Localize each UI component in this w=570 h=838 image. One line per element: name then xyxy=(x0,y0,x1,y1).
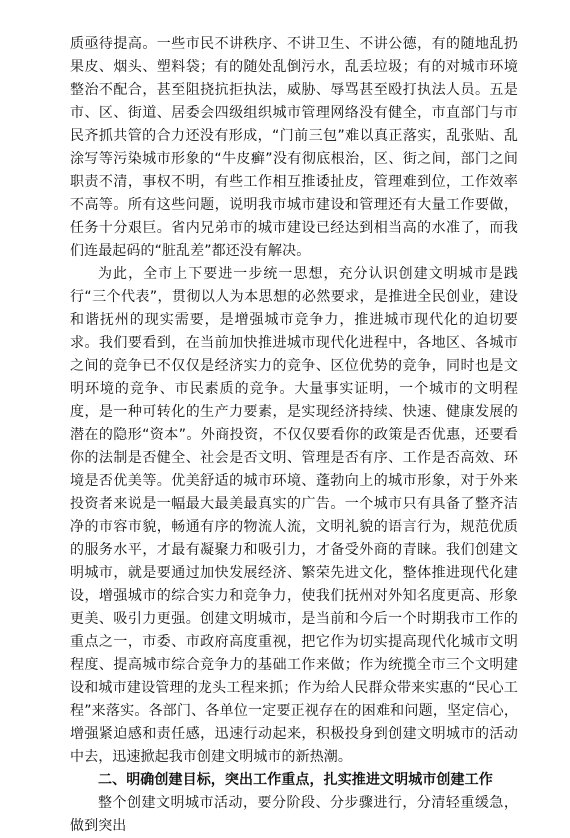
document-body xyxy=(70,33,518,838)
body-paragraph-next: 整个创建文明城市活动，要分阶段、分步骤进行，分清轻重缓急，做到突出 xyxy=(70,795,518,834)
body-paragraph-main: 为此，全市上下要进一步统一思想，充分认识创建文明城市是践行“三个代表”，贯彻以人为本思想的必然要求，是推进全民创业，建设和谐抚州的现实需要，是增强城市竞争力，推进城市现代化的迫切要求。我们要看到，在当前加快推进城市现代化进程中，各地区、各城市之间的竞争已不仅仅是经济实力的竞争、区位优势的竞争，同时也是文明环境的竞争、市民素质的竞争。大量事实证明，一个城市的文明程度，是一种可转化的生产力要素，是实现经济持续、快速、健康发展的潜在的隐形“资本”。外商投资，不仅仅要看你的政策是否优惠，还要看你的法制是否健全、社会是否文明、管理是否有序、工作是否高效、环境是否优美等。优美舒适的城市环境、蓬勃向上的城市形象，对于外来投资者来说是一幅最大最美最真实的广告。一个城市只有具备了整齐洁净的市容市貌，畅通有序的物流人流，文明礼貌的语言行为，规范优质的服务水平，才最有凝聚力和吸引力，才备受外商的青睐。我们创建文明城市，就是要通过加快发展经济、繁荣先进文化，整体推进现代化建设，增强城市的综合实力和竞争力，使我们抚州对外知名度更高、形象更美、吸引力更强。创建文明城市，是当前和今后一个时期我市工作的重点之一，市委、市政府高度重视，把它作为切实提高现代化城市文明程度、提高城市综合竞争力的基础工作来做；作为统揽全市三个文明建设和城市建设管理的龙头工程来抓；作为给人民群众带来实惠的“民心工程”来落实。各部门、各单位一定要正视存在的困难和问题，坚定信心，增强紧迫感和责任感，迅速行动起来，积极投身到创建文明城市的活动中去，迅速掀起我市创建文明城市的新热潮。 xyxy=(70,266,518,765)
body-paragraph-continuation: 质亟待提高。一些市民不讲秩序、不讲卫生、不讲公德，有的随地乱扔果皮、烟头、塑料袋；有的随处乱倒污水，乱丢垃圾；有的对城市环境整治不配合，甚至阻挠抗拒执法，威胁、辱骂甚至殴打执法人员。五是市、区、街道、居委会四级组织城市管理网络没有健全，市直部门与市民齐抓共管的合力还没有形成，“门前三包”难以真正落实，乱张贴、乱涂写等污染城市形象的“牛皮癣”没有彻底根治，区、街之间，部门之间职责不清，事权不明，有些工作相互推诿扯皮，管理难到位，工作效率不高等。所有这些问题，说明我市城市建设和管理还有大量工作要做，任务十分艰巨。省内兄弟市的城市建设已经达到相当高的水准了，而我们连最起码的“脏乱差”都还没有解决。 xyxy=(70,36,518,259)
section-heading: 二、明确创建目标，突出工作重点，扎实推进文明城市创建工作 xyxy=(98,772,493,788)
